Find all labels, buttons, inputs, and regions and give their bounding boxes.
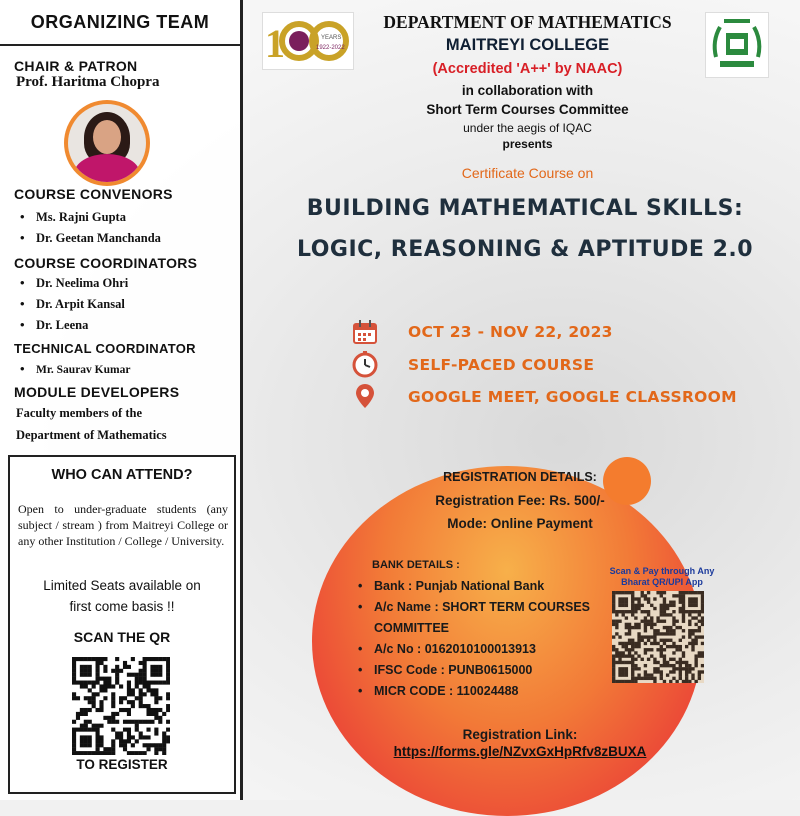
registration-fee: Registration Fee: Rs. 500/- [435, 493, 605, 508]
scan-pay-label: Scan & Pay through Any Bharat QR/UPI App [609, 566, 715, 587]
chair-photo [64, 100, 150, 186]
organizing-team-title: ORGANIZING TEAM [0, 0, 240, 46]
to-register-label: TO REGISTER [76, 757, 168, 772]
list-item: • Bank : Punjab National Bank [358, 576, 624, 597]
who-can-attend-heading: WHO CAN ATTEND? [51, 467, 193, 483]
chair-name: Prof. Haritma Chopra [16, 74, 160, 90]
list-item: • Dr. Geetan Manchanda [20, 227, 161, 248]
bank-details-heading: BANK DETAILS : [372, 559, 460, 571]
chair-heading: CHAIR & PATRON [14, 58, 138, 74]
list-item: • Dr. Arpit Kansal [20, 293, 128, 314]
collab-text: in collaboration with [461, 83, 594, 98]
eligibility-text: Open to under-graduate students (any subject / stream ) from Maitreyi College or any other Institution / College / University. [18, 502, 228, 548]
seats-line2: first come basis !! [69, 599, 175, 614]
convenors-list [20, 206, 161, 248]
list-item: • IFSC Code : PUNB0615000 [358, 660, 624, 681]
scan-qr-label: SCAN THE QR [73, 629, 171, 645]
course-title-line1: BUILDING MATHEMATICAL SKILLS: [306, 196, 744, 221]
coordinators-heading: COURSE COORDINATORS [14, 255, 198, 271]
limited-seats-text [10, 575, 234, 617]
registration-link[interactable]: https://forms.gle/NZvxGxHpRfv8zBUXA [393, 744, 647, 759]
course-mode: SELF-PACED COURSE [408, 356, 595, 374]
developers-line1: Faculty members of the [16, 406, 143, 420]
technical-list [20, 358, 130, 379]
presents-text: presents [502, 137, 553, 151]
developers-heading: MODULE DEVELOPERS [14, 384, 180, 400]
du-years-text: YEARS [321, 35, 342, 41]
coordinators-list [20, 272, 128, 335]
developers-line2: Department of Mathematics [16, 428, 167, 442]
accreditation-text: (Accredited 'A++' by NAAC) [432, 61, 623, 77]
list-item: • A/c Name : SHORT TERM COURSES COMMITTEE [358, 597, 624, 639]
list-item: • Dr. Neelima Ohri [20, 272, 128, 293]
certificate-course-label: Certificate Course on [461, 165, 594, 181]
list-item: • Ms. Rajni Gupta [20, 206, 161, 227]
list-item: • Dr. Leena [20, 314, 128, 335]
aegis-text: under the aegis of IQAC [463, 121, 592, 135]
convenors-heading: COURSE CONVENORS [14, 186, 173, 202]
course-title-line2: LOGIC, REASONING & APTITUDE 2.0 [296, 237, 754, 262]
registration-link-heading: Registration Link: [462, 727, 578, 742]
who-can-attend-box [8, 455, 236, 794]
list-item: • Mr. Saurav Kumar [20, 358, 130, 379]
calendar-icon [351, 318, 379, 346]
committee-text: Short Term Courses Committee [426, 102, 629, 117]
svg-text:1: 1 [265, 21, 285, 66]
maitreyi-college-logo [705, 12, 769, 78]
technical-heading: TECHNICAL COORDINATOR [14, 341, 196, 356]
payment-qr-code[interactable] [612, 591, 704, 683]
location-pin-icon [351, 382, 379, 410]
department-title: DEPARTMENT OF MATHEMATICS [383, 12, 672, 32]
list-item: • MICR CODE : 110024488 [358, 681, 624, 702]
du-range-text: 1922-2022 [316, 45, 345, 51]
course-platform: GOOGLE MEET, GOOGLE CLASSROOM [408, 388, 737, 406]
course-dates: OCT 23 - NOV 22, 2023 [408, 323, 613, 341]
registration-heading: REGISTRATION DETAILS: [443, 470, 597, 484]
payment-mode: Mode: Online Payment [447, 516, 593, 531]
list-item: • A/c No : 0162010100013913 [358, 639, 624, 660]
bank-details-list [358, 576, 624, 702]
clock-icon [351, 350, 379, 378]
seats-line1: Limited Seats available on [43, 578, 201, 593]
college-name: MAITREYI COLLEGE [445, 36, 610, 54]
registration-qr-code[interactable] [72, 657, 170, 755]
du-centenary-logo [262, 12, 354, 70]
